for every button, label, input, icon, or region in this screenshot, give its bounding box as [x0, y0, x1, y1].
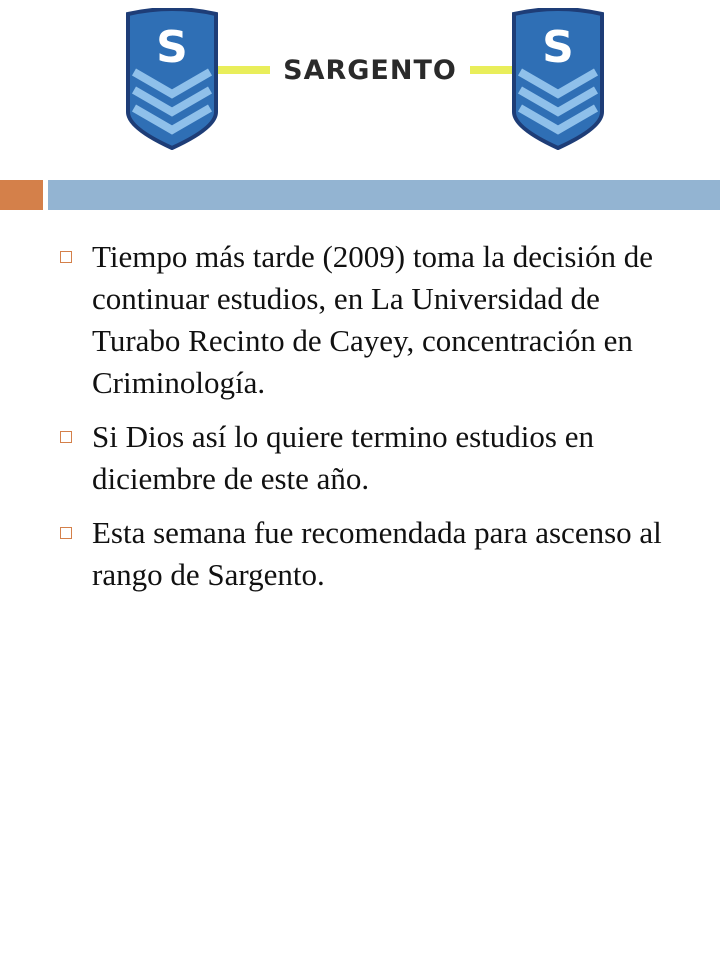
svg-text:S: S	[542, 22, 574, 73]
accent-square	[0, 180, 43, 210]
square-bullet-icon	[60, 251, 72, 263]
square-bullet-icon	[60, 431, 72, 443]
bullet-item	[56, 236, 692, 404]
sergeant-badge-icon	[124, 8, 220, 150]
square-bullet-icon	[60, 527, 72, 539]
bullet-text: Tiempo más tarde (2009) toma la decisión de continuar estudios, en La Universidad de Turabo Recinto de Cayey, concentración en Criminología.	[92, 239, 654, 400]
bullet-text: Esta semana fue recomendada para ascenso al rango de Sargento.	[92, 515, 662, 592]
rank-title: SARGENTO	[270, 48, 470, 92]
sergeant-header-graphic	[0, 0, 720, 175]
bullet-item	[56, 512, 692, 596]
bullet-list	[56, 236, 692, 608]
accent-bar	[48, 180, 720, 210]
bullet-item	[56, 416, 692, 500]
svg-text:S: S	[156, 22, 188, 73]
sergeant-badge-icon	[510, 8, 606, 150]
bullet-text: Si Dios así lo quiere termino estudios en diciembre de este año.	[92, 419, 594, 496]
